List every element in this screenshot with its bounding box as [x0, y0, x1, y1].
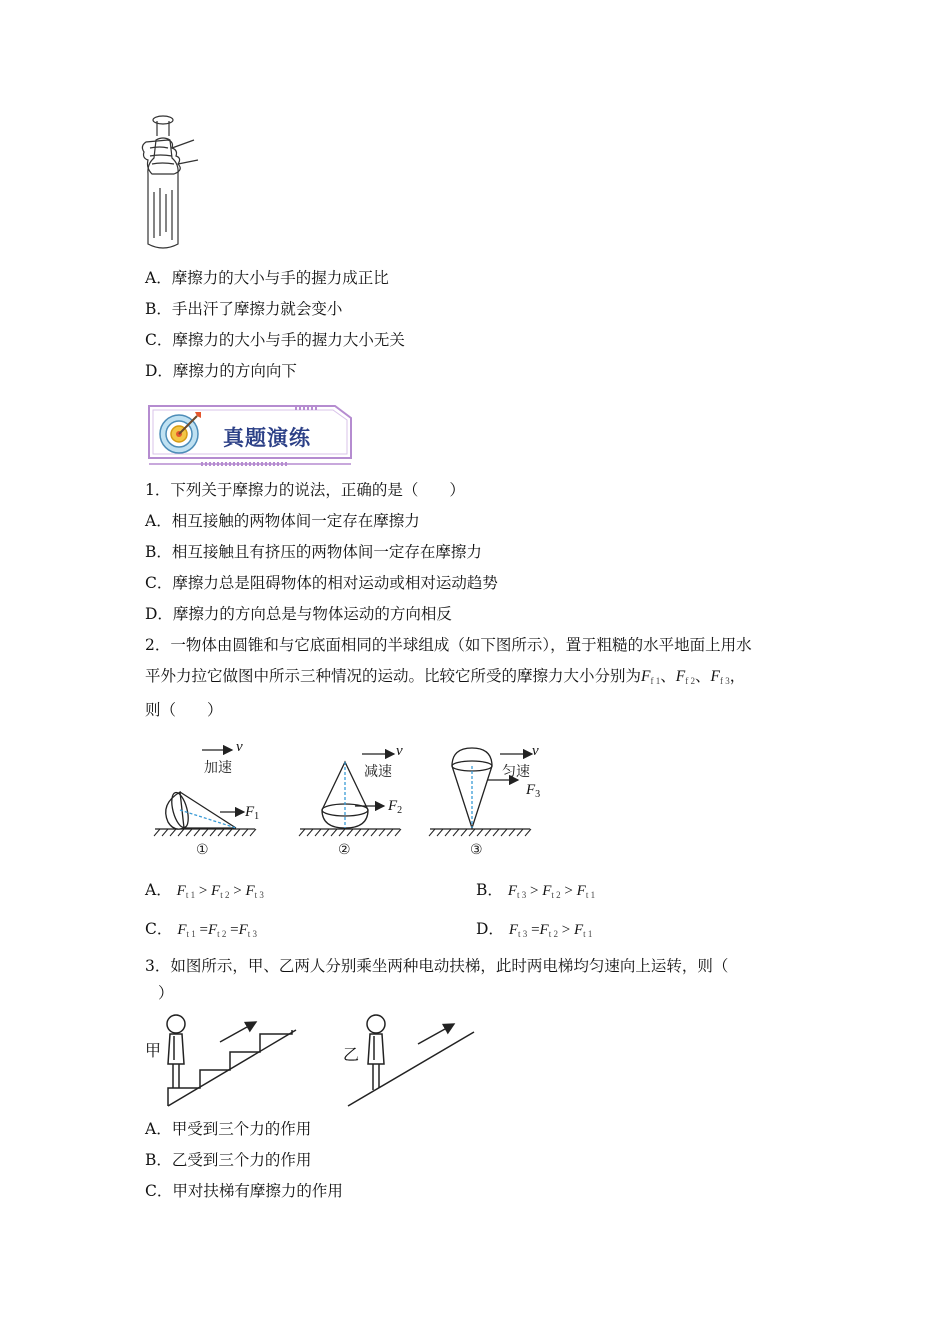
fig-label-decel: 减速 [364, 764, 392, 780]
v-label-1: v [236, 742, 243, 755]
q1-option-b: B．相互接触且有挤压的两物体间一定存在摩擦力 [145, 543, 482, 561]
section-banner [145, 402, 357, 468]
q2-stem-text: 平外力拉它做图中所示三种情况的运动。比较它所受的摩擦力大小分别为 [145, 667, 642, 685]
target-icon [157, 408, 205, 456]
person-b-label: 乙 [343, 1045, 360, 1064]
prev-option-c: C．摩擦力的大小与手的握力大小无关 [145, 331, 405, 349]
hand-bottle-figure [138, 112, 204, 254]
prev-option-d: D．摩擦力的方向向下 [145, 362, 297, 380]
q2-option-b-letter: B． [476, 881, 503, 899]
fig-number-1: ① [196, 842, 209, 858]
q1-stem: 1．下列关于摩擦力的说法，正确的是（ ） [145, 481, 465, 499]
q3-stem-line2: ） [158, 984, 174, 1002]
f1-label: $F_1$ [245, 804, 260, 822]
q3-stem-line1: 3．如图所示，甲、乙两人分别乘坐两种电动扶梯，此时两电梯均匀速向上运转，则（ [145, 957, 729, 975]
q3-option-c: C．甲对扶梯有摩擦力的作用 [145, 1182, 343, 1200]
q2-option-c [145, 919, 257, 944]
person-a-label: 甲 [145, 1041, 162, 1060]
fig-number-3: ③ [470, 842, 483, 858]
q2-option-d-expr: $F_{t 3} =F_{t 2} > F_{t 1}$ [508, 922, 593, 939]
q2-option-b-expr: $F_{t 3} > F_{t 2} > F_{t 1}$ [507, 883, 596, 900]
q3-option-a: A．甲受到三个力的作用 [145, 1120, 312, 1138]
q1-option-c: C．摩擦力总是阻碍物体的相对运动或相对运动趋势 [145, 574, 498, 592]
q2-stem-line3: 则（ ） [145, 701, 223, 719]
prev-option-a: A．摩擦力的大小与手的握力成正比 [145, 269, 389, 287]
fig-label-accel: 加速 [204, 760, 232, 776]
f3-label: $F_3$ [526, 782, 540, 800]
q2-figure [150, 742, 540, 860]
ft2-symbol: $F_{f 2}$ [675, 668, 695, 686]
ft1-symbol: $F_{f 1}$ [641, 668, 661, 686]
f2-label: $F_2$ [388, 798, 403, 816]
v-label-2: v [396, 743, 403, 759]
q3-option-b: B．乙受到三个力的作用 [145, 1151, 312, 1169]
q2-option-c-expr: $F_{t 1} =F_{t 2} =F_{t 3}$ [177, 922, 258, 939]
ft3-symbol: $F_{f 3}$ [710, 668, 730, 686]
q2-stem-line1: 2．一物体由圆锥和与它底面相同的半球组成（如下图所示），置于粗糙的水平地面上用水 [145, 636, 752, 654]
q1-option-a: A．相互接触的两物体间一定存在摩擦力 [145, 512, 420, 530]
q2-option-d-letter: D． [476, 920, 504, 938]
q2-stem-line2: 平外力拉它做图中所示三种情况的运动。比较它所受的摩擦力大小分别为$F_{f 1}$、$F_{f 2}$、$F_{f 3}$， [145, 667, 746, 686]
v-label-3: v [532, 743, 539, 759]
fig-number-2: ② [338, 842, 351, 858]
q2-option-a-expr: $F_{t 1} > F_{t 2} > F_{t 3}$ [176, 883, 264, 900]
q3-figure [140, 1008, 480, 1112]
q2-option-a [145, 880, 264, 905]
q2-option-d [476, 919, 592, 944]
banner-title: 真题演练 [223, 426, 311, 450]
q1-option-d: D．摩擦力的方向总是与物体运动的方向相反 [145, 605, 452, 623]
fig-label-uniform: 匀速 [502, 764, 530, 780]
q2-option-b [476, 880, 595, 905]
q2-option-c-letter: C． [145, 920, 173, 938]
prev-option-b: B．手出汗了摩擦力就会变小 [145, 300, 343, 318]
q2-option-a-letter: A． [145, 881, 172, 899]
